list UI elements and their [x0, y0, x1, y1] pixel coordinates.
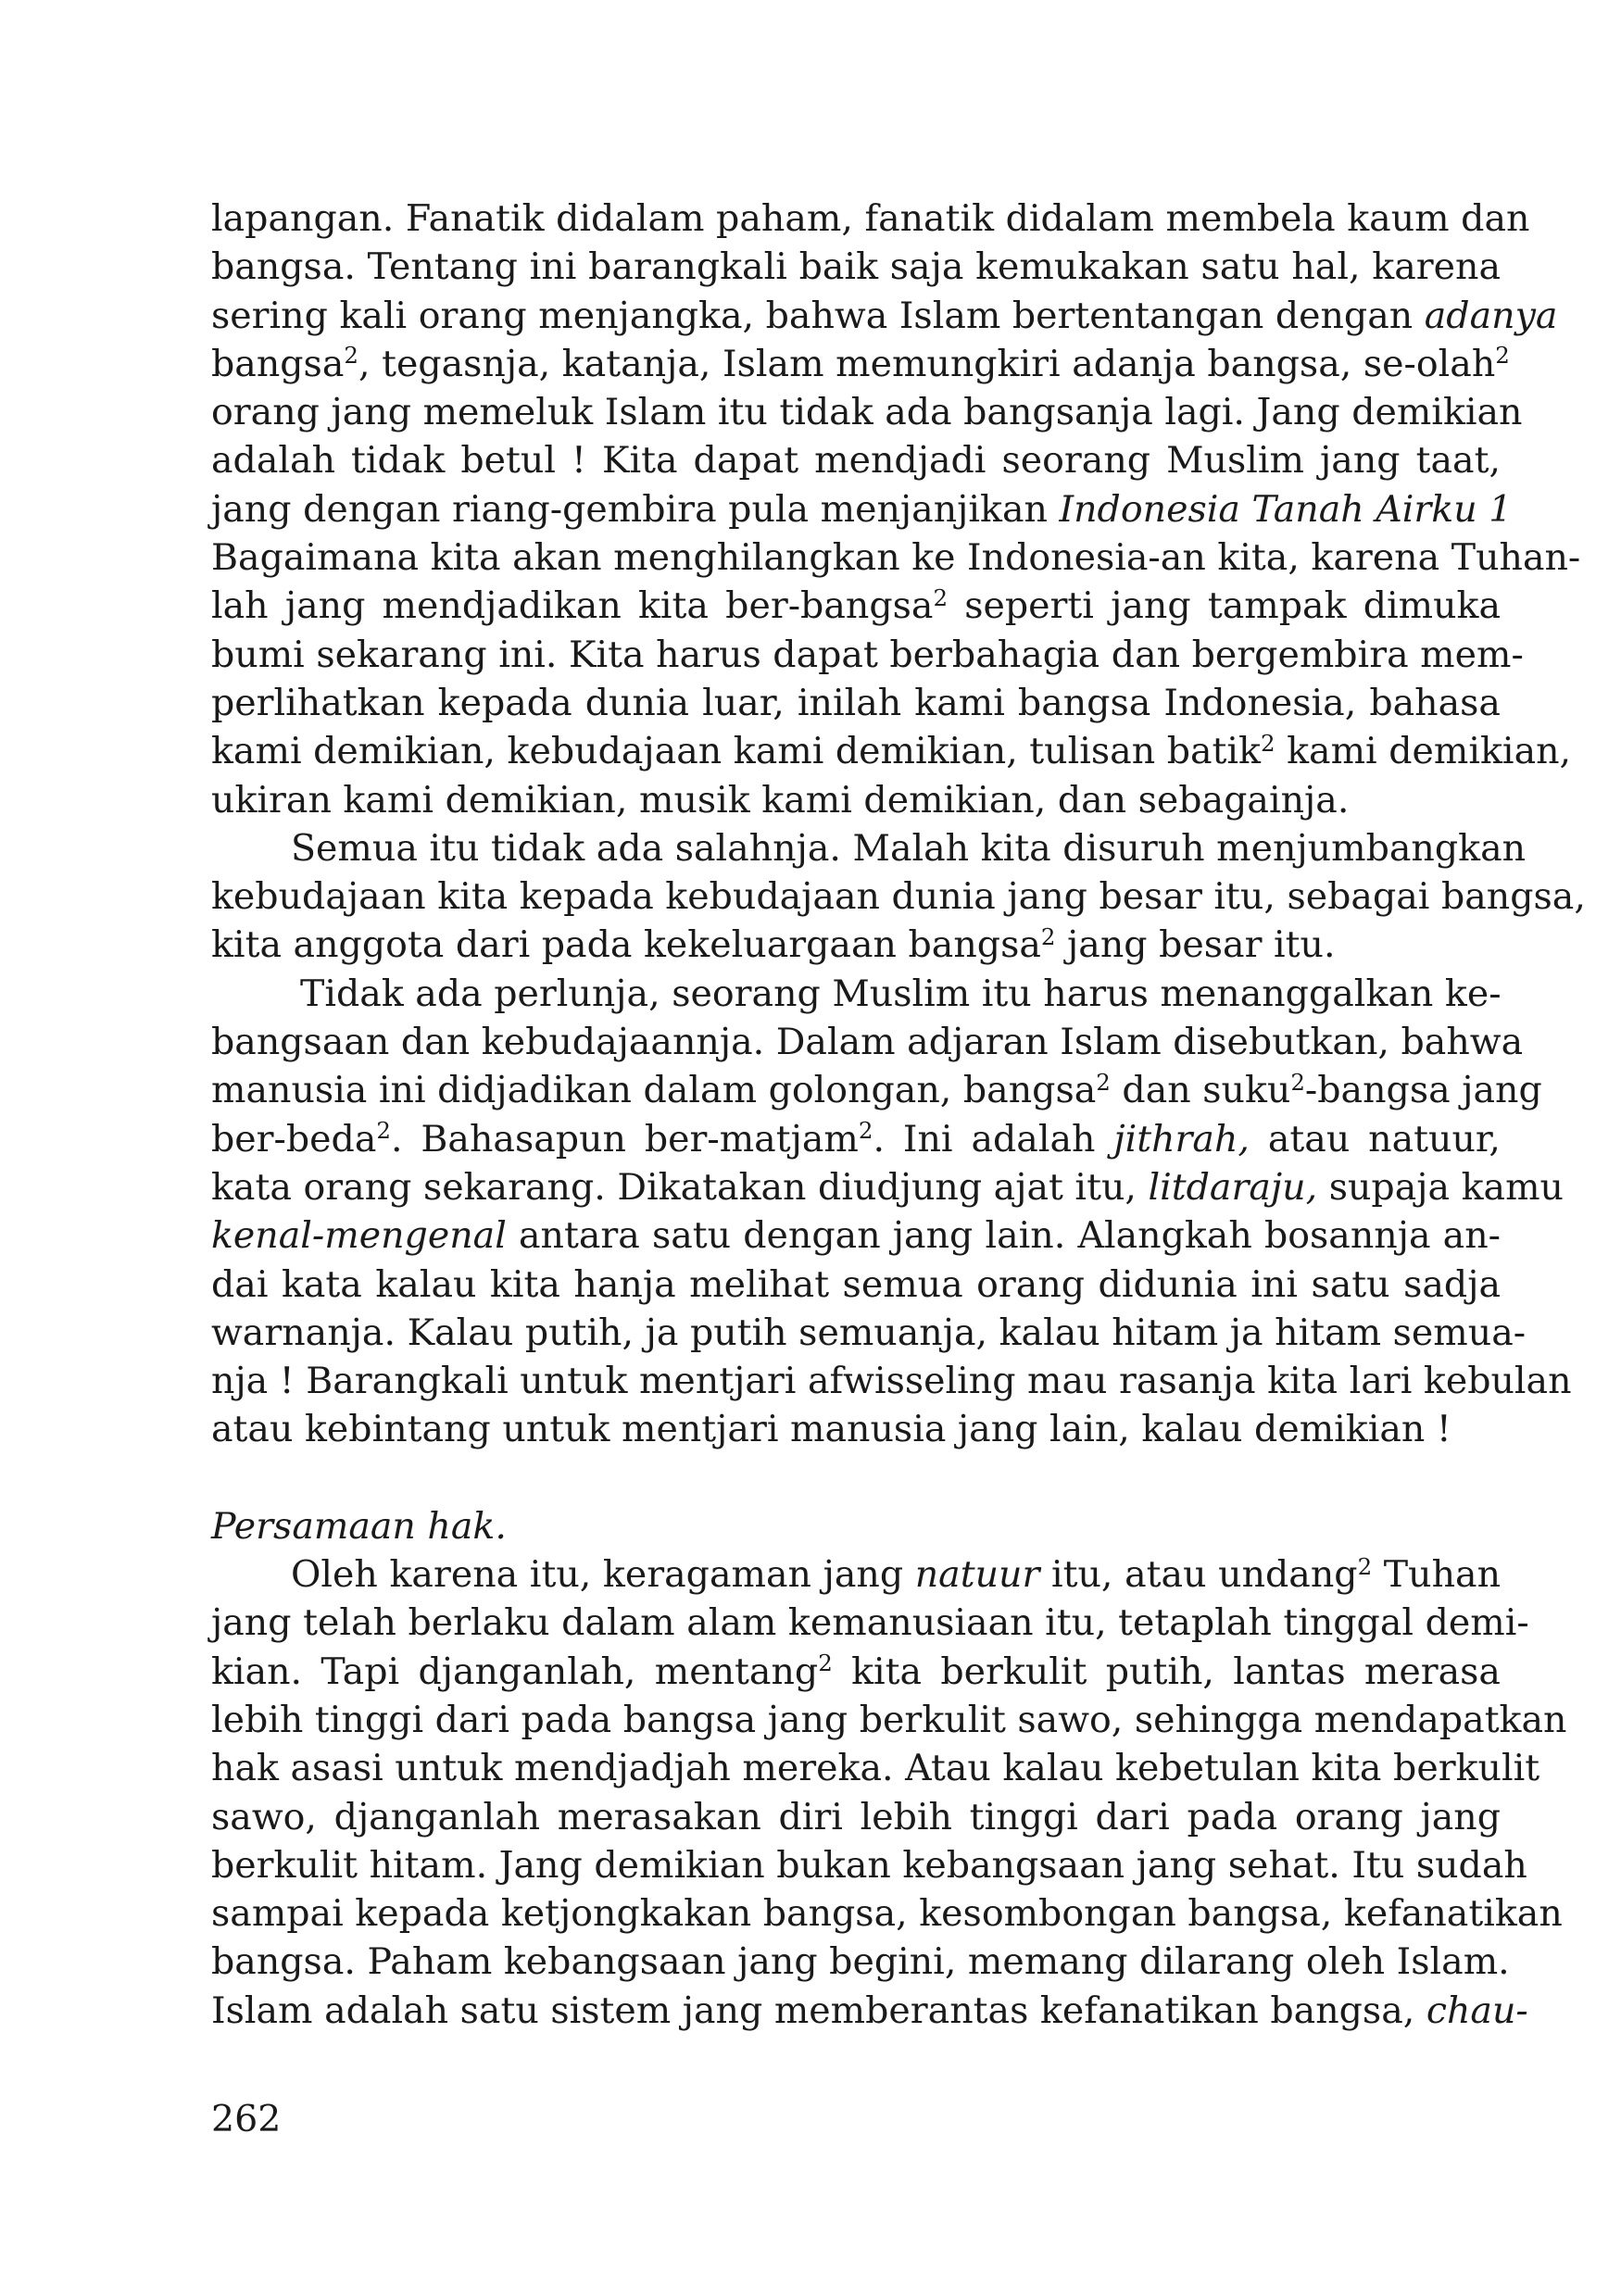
text-run: lah jang mendjadikan kita ber-bangsa	[211, 584, 934, 628]
paragraph	[211, 970, 1572, 1454]
superscript-mark: 2	[933, 583, 949, 611]
text-run: supaja kamu	[1317, 1165, 1564, 1209]
text-run: , tegasnja, katanja, Islam memungkiri adanja bangsa, se-olah	[358, 342, 1496, 385]
text-line	[211, 292, 1558, 340]
text-run: perlihatkan kepada dunia luar, inilah kami bangsa Indonesia, bahasa	[211, 681, 1501, 724]
text-run: bumi sekarang ini. Kita harus dapat berbahagia dan bergembira mem-	[211, 633, 1524, 676]
text-run: hak asasi untuk mendjadjah mereka. Atau kalau kebetulan kita berkulit	[211, 1747, 1540, 1790]
superscript-mark: 2	[1040, 922, 1056, 950]
text-run: Bagaimana kita akan menghilangkan ke Indonesia-an kita, karena Tuhan-	[211, 536, 1581, 580]
text-line	[211, 194, 1530, 243]
text-line	[211, 1405, 1501, 1453]
text-run: dai kata kalau kita hanja melihat semua orang didunia ini satu sadja	[211, 1262, 1501, 1306]
text-line	[211, 436, 1501, 484]
text-line	[211, 1696, 1567, 1744]
text-line	[211, 1357, 1572, 1405]
superscript-mark: 2	[344, 342, 358, 370]
superscript-mark: 2	[1260, 729, 1275, 757]
text-run: Tidak ada perlunja, seorang Muslim itu harus menanggalkan ke-	[300, 972, 1502, 1015]
paragraph	[211, 824, 1586, 970]
text-line	[211, 824, 1527, 872]
text-run: ukiran kami demikian, musik kami demikian, dan sebagainja.	[211, 778, 1350, 822]
text-run: Tuhan	[1372, 1553, 1502, 1597]
text-line	[211, 388, 1523, 436]
text-line	[211, 1066, 1542, 1114]
text-run: sawo, djanganlah merasakan diri lebih tinggi dari pada orang jang	[211, 1795, 1501, 1838]
text-line	[211, 1793, 1501, 1841]
italic-text: adanya	[1424, 294, 1558, 337]
text-run: sering kali orang menjangka, bahwa Islam bertentangan dengan	[211, 294, 1425, 337]
superscript-mark: 2	[1096, 1068, 1111, 1096]
text-run: antara satu dengan jang lain. Alangkah bosannja an-	[506, 1214, 1501, 1258]
text-line	[211, 1599, 1529, 1647]
superscript-mark: 2	[818, 1650, 833, 1677]
italic-text: Indonesia Tanah Airku 1	[1059, 487, 1513, 531]
text-line	[211, 1211, 1501, 1260]
text-run: berkulit hitam. Jang demikian bukan kebangsaan jang sehat. Itu sudah	[211, 1843, 1527, 1887]
text-line	[211, 1938, 1510, 1986]
superscript-mark: 2	[1290, 1068, 1305, 1096]
superscript-mark: 2	[1495, 342, 1510, 370]
text-line	[211, 1309, 1527, 1357]
body-text	[211, 194, 1586, 2035]
text-run: bangsa. Tentang ini barangkali baik saja kemukakan satu hal, karena	[211, 245, 1501, 289]
text-line	[211, 485, 1513, 533]
text-run: Semua itu tidak ada salahnja. Malah kita disuruh menjumbangkan	[291, 826, 1527, 870]
text-line	[211, 1987, 1528, 2035]
text-run: kami demikian,	[1275, 730, 1572, 773]
text-line	[211, 872, 1586, 921]
text-line	[211, 727, 1572, 775]
text-run: -bangsa jang	[1304, 1069, 1542, 1112]
text-line	[211, 1550, 1501, 1599]
text-run: sampai kepada ketjongkakan bangsa, kesombongan bangsa, kefanatikan	[211, 1892, 1563, 1936]
text-run: seperti jang tampak dimuka	[948, 584, 1502, 628]
text-line	[211, 776, 1501, 824]
italic-text: kenal-mengenal	[211, 1214, 507, 1258]
italic-text: jithrah,	[1113, 1117, 1250, 1161]
text-run: itu, atau undang	[1039, 1553, 1358, 1597]
text-line	[211, 921, 1501, 969]
text-run: bangsa. Paham kebangsaan jang begini, memang dilarang oleh Islam.	[211, 1940, 1510, 1984]
text-run: Oleh karena itu, keragaman jang	[291, 1553, 915, 1597]
text-line	[211, 1261, 1501, 1309]
text-run: kata orang sekarang. Dikatakan diudjung ajat itu,	[211, 1165, 1149, 1209]
text-line	[211, 1018, 1524, 1066]
paragraph	[211, 1550, 1567, 2035]
text-run: Islam adalah satu sistem jang memberantas kefanatikan bangsa,	[211, 1989, 1426, 2032]
text-run: nja ! Barangkali untuk mentjari afwisseling mau rasanja kita lari kebulan	[211, 1360, 1572, 1403]
italic-text: litdaraju,	[1148, 1165, 1318, 1209]
text-run: lapangan. Fanatik didalam paham, fanatik didalam membela kaum dan	[211, 197, 1530, 240]
superscript-mark: 2	[858, 1117, 873, 1145]
text-run: warnanja. Kalau putih, ja putih semuanja, kalau hitam ja hitam semua-	[211, 1311, 1527, 1354]
text-run: . Bahasapun ber-matjam	[390, 1117, 859, 1161]
paragraph	[211, 194, 1581, 824]
text-line	[211, 631, 1524, 679]
text-line	[211, 582, 1501, 630]
text-run: kita berkulit putih, lantas merasa	[832, 1650, 1501, 1693]
text-line	[211, 970, 1501, 1018]
text-line	[211, 1648, 1501, 1696]
text-run: . Ini adalah	[873, 1117, 1114, 1161]
text-run: adalah tidak betul ! Kita dapat mendjadi seorang Muslim jang taat,	[211, 439, 1501, 483]
text-run: jang dengan riang-gembira pula menjanjikan	[211, 487, 1060, 531]
text-line	[211, 1163, 1564, 1211]
text-run: kebudajaan kita kepada kebudajaan dunia jang besar itu, sebagai bangsa,	[211, 875, 1586, 919]
text-line	[211, 1841, 1527, 1889]
text-run: manusia ini didjadikan dalam golongan, bangsa	[211, 1069, 1097, 1112]
superscript-mark: 2	[376, 1117, 391, 1145]
text-line	[211, 340, 1510, 388]
page-number: 262	[211, 2098, 282, 2140]
text-line	[211, 679, 1501, 727]
text-line	[211, 1115, 1501, 1163]
text-run: kita anggota dari pada kekeluargaan bangsa	[211, 923, 1041, 967]
text-line	[211, 533, 1581, 582]
text-run: atau natuur,	[1249, 1117, 1501, 1161]
text-run: dan suku	[1110, 1069, 1291, 1112]
text-run: kian. Tapi djanganlah, mentang	[211, 1650, 819, 1693]
text-run: orang jang memeluk Islam itu tidak ada bangsanja lagi. Jang demikian	[211, 391, 1523, 434]
text-run: bangsaan dan kebudajaannja. Dalam adjaran Islam disebutkan, bahwa	[211, 1021, 1524, 1064]
text-line	[211, 1889, 1563, 1938]
text-run: atau kebintang untuk mentjari manusia jang lain, kalau demikian !	[211, 1408, 1451, 1451]
text-line	[211, 1744, 1540, 1792]
superscript-mark: 2	[1357, 1552, 1373, 1580]
text-run: kami demikian, kebudajaan kami demikian, tulisan batik	[211, 730, 1261, 773]
italic-text: natuur	[914, 1553, 1040, 1597]
text-run: ber-beda	[211, 1117, 377, 1161]
section-heading: Persamaan hak.	[211, 1504, 507, 1548]
italic-text: chau-	[1426, 1989, 1528, 2032]
section-gap	[211, 1454, 1501, 1502]
text-run: bangsa	[211, 342, 345, 385]
text-line	[211, 243, 1501, 291]
text-run: jang telah berlaku dalam alam kemanusiaan itu, tetaplah tinggal demi-	[211, 1601, 1529, 1645]
text-run: jang besar itu.	[1055, 923, 1336, 967]
text-run: lebih tinggi dari pada bangsa jang berkulit sawo, sehingga mendapatkan	[211, 1698, 1567, 1741]
